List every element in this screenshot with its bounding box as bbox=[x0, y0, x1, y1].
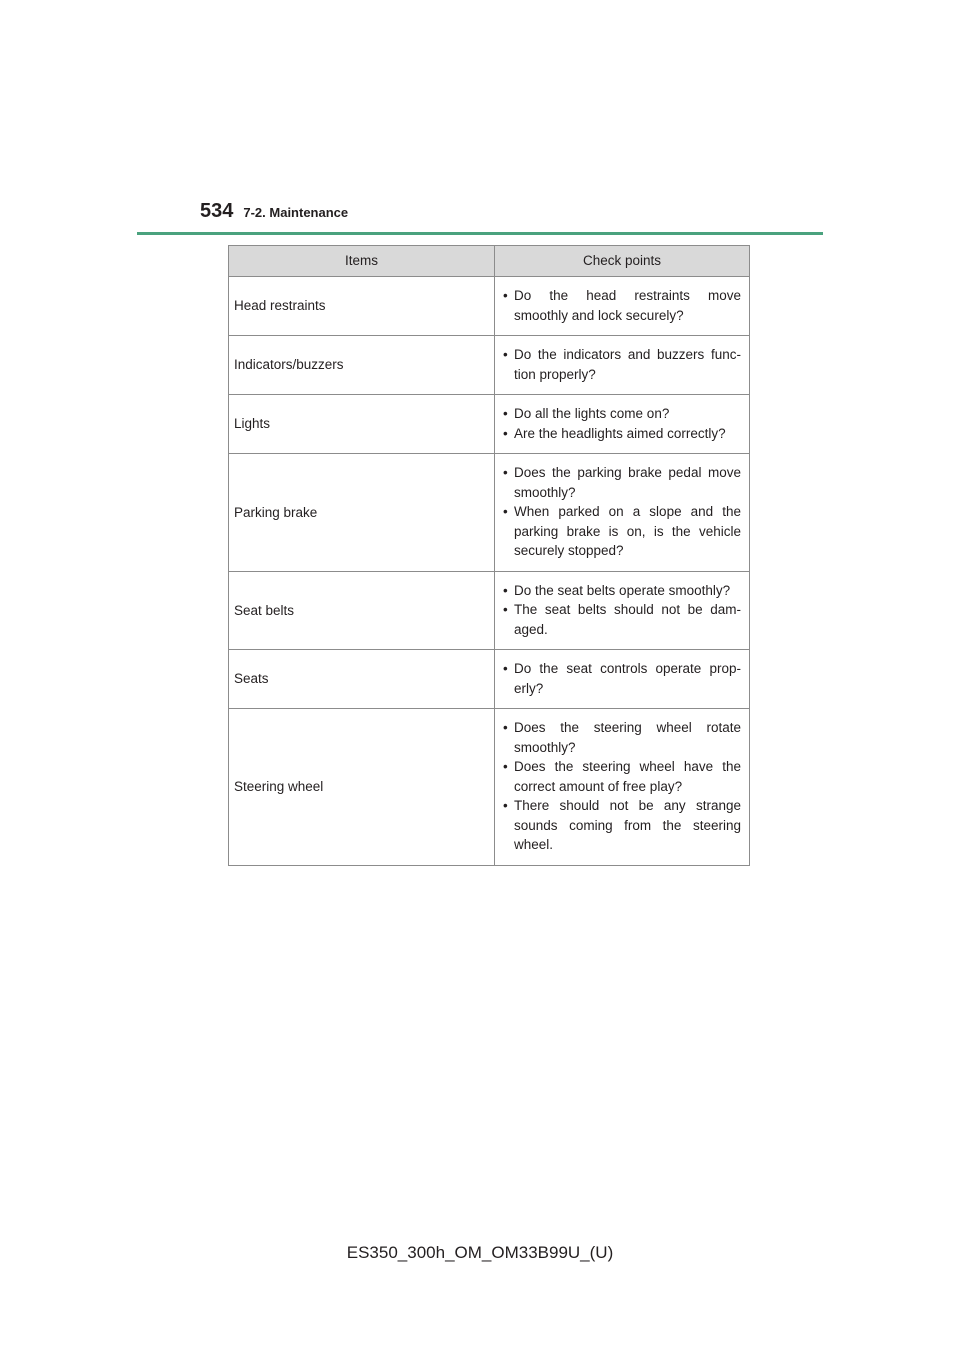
check-point-text: Does the steering wheel rotate smoothly? bbox=[514, 720, 741, 755]
page-number: 534 bbox=[200, 200, 234, 222]
check-points-list bbox=[503, 404, 741, 443]
table-row bbox=[229, 336, 750, 395]
item-cell: Indicators/buzzers bbox=[229, 336, 495, 395]
check-point-item bbox=[503, 345, 741, 384]
check-point-item bbox=[503, 424, 741, 444]
item-cell: Seat belts bbox=[229, 571, 495, 650]
check-point-item bbox=[503, 600, 741, 639]
table-row bbox=[229, 709, 750, 866]
check-points-list bbox=[503, 286, 741, 325]
check-points-list bbox=[503, 581, 741, 640]
table-row bbox=[229, 571, 750, 650]
check-points-cell bbox=[495, 395, 750, 454]
check-point-item bbox=[503, 718, 741, 757]
check-point-text: Do all the lights come on? bbox=[514, 406, 670, 421]
check-points-list bbox=[503, 345, 741, 384]
bullet-icon: • bbox=[503, 406, 508, 421]
table-row bbox=[229, 395, 750, 454]
section-title: 7-2. Maintenance bbox=[243, 205, 349, 220]
item-cell: Head restraints bbox=[229, 277, 495, 336]
table-row bbox=[229, 277, 750, 336]
check-points-list bbox=[503, 659, 741, 698]
check-points-cell bbox=[495, 650, 750, 709]
table-body bbox=[229, 277, 750, 866]
bullet-icon: • bbox=[503, 504, 508, 519]
check-point-text: Do the indicators and buzzers func-tion properly? bbox=[514, 347, 741, 382]
check-points-list bbox=[503, 463, 741, 561]
check-points-list bbox=[503, 718, 741, 855]
check-point-item bbox=[503, 404, 741, 424]
check-point-text: The seat belts should not be dam-aged. bbox=[514, 602, 741, 637]
check-point-text: Do the seat belts operate smoothly? bbox=[514, 582, 731, 598]
bullet-icon: • bbox=[503, 759, 508, 774]
bullet-icon: • bbox=[503, 347, 508, 362]
bullet-icon: • bbox=[503, 465, 508, 480]
check-point-item bbox=[503, 757, 741, 796]
bullet-icon: • bbox=[503, 661, 508, 676]
bullet-icon: • bbox=[503, 288, 508, 303]
check-points-cell bbox=[495, 277, 750, 336]
check-point-text: Are the headlights aimed correctly? bbox=[514, 425, 726, 441]
table-header-row bbox=[229, 246, 750, 277]
check-point-text: Do the seat controls operate prop-erly? bbox=[514, 661, 741, 696]
check-point-item bbox=[503, 581, 741, 601]
column-header-items: Items bbox=[229, 246, 495, 277]
item-cell: Seats bbox=[229, 650, 495, 709]
check-points-cell bbox=[495, 571, 750, 650]
item-cell: Lights bbox=[229, 395, 495, 454]
check-points-cell bbox=[495, 336, 750, 395]
table-row bbox=[229, 650, 750, 709]
column-header-check-points: Check points bbox=[495, 246, 750, 277]
item-cell: Parking brake bbox=[229, 454, 495, 572]
check-point-text: Does the parking brake pedal move smoothly? bbox=[514, 465, 741, 500]
page-header bbox=[200, 200, 348, 230]
check-points-cell bbox=[495, 454, 750, 572]
footer-doc-code: ES350_300h_OM_OM33B99U_(U) bbox=[346, 1243, 614, 1262]
bullet-icon: • bbox=[503, 798, 508, 813]
check-point-text: Does the steering wheel have the correct amount of free play? bbox=[514, 759, 741, 794]
check-point-item bbox=[503, 463, 741, 502]
check-point-item bbox=[503, 286, 741, 325]
check-point-item bbox=[503, 796, 741, 855]
inspection-table bbox=[228, 245, 750, 866]
header-divider bbox=[137, 232, 823, 235]
bullet-icon: • bbox=[503, 582, 508, 598]
check-point-text: When parked on a slope and the parking brake is on, is the vehicle securely stopped? bbox=[514, 504, 741, 558]
item-cell: Steering wheel bbox=[229, 709, 495, 866]
bullet-icon: • bbox=[503, 425, 508, 441]
check-point-text: There should not be any strange sounds coming from the steering wheel. bbox=[514, 798, 741, 852]
check-point-item bbox=[503, 502, 741, 561]
check-point-item bbox=[503, 659, 741, 698]
check-point-text: Do the head restraints move smoothly and lock securely? bbox=[514, 288, 741, 323]
bullet-icon: • bbox=[503, 602, 508, 617]
bullet-icon: • bbox=[503, 720, 508, 735]
check-points-cell bbox=[495, 709, 750, 866]
table-row bbox=[229, 454, 750, 572]
